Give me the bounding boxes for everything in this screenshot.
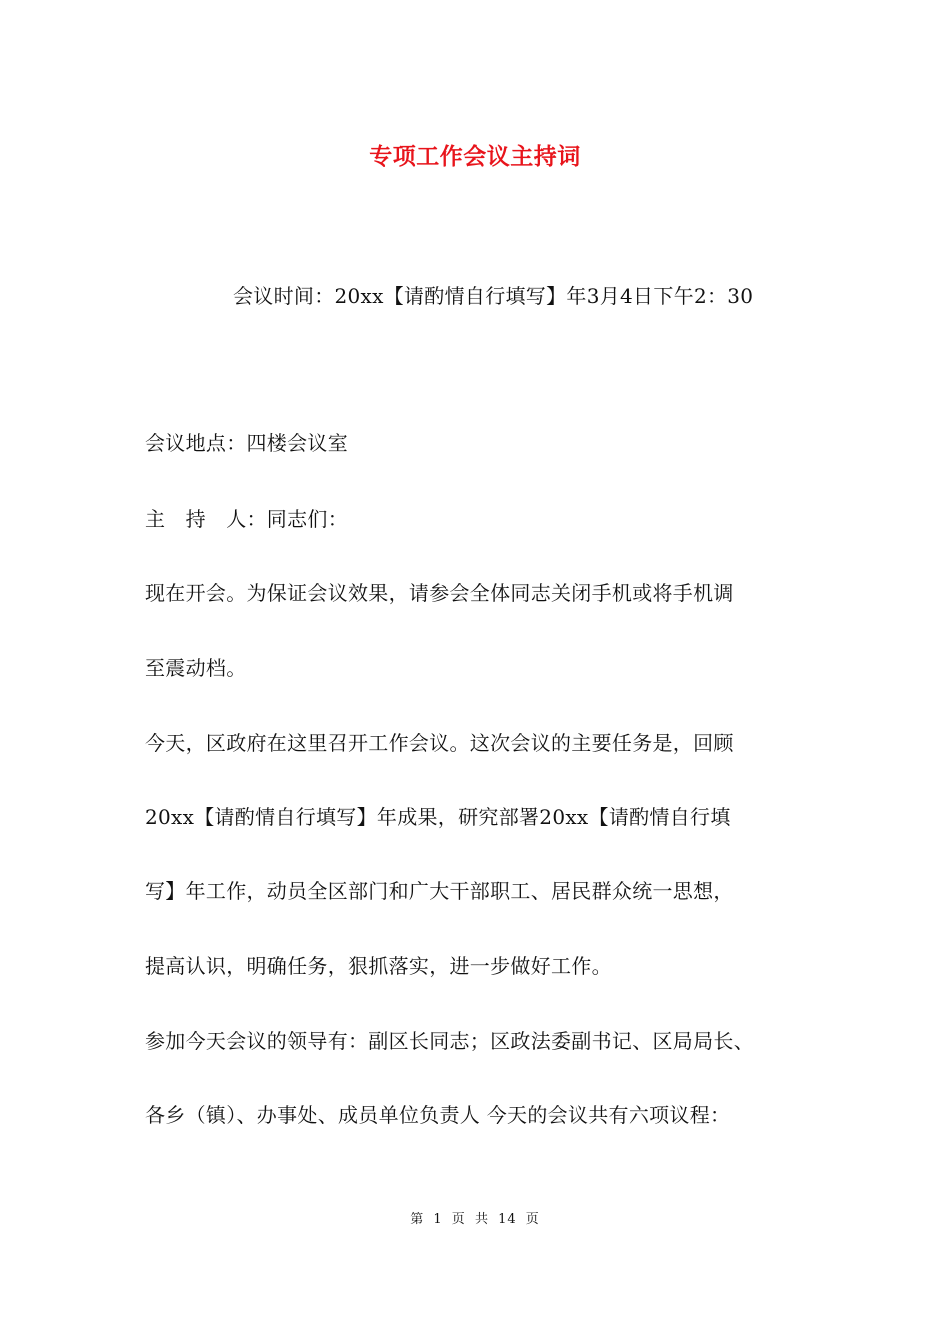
footer-total-pages: 14 — [498, 1212, 517, 1227]
meeting-location-line: 会议地点：四楼会议室 — [145, 431, 348, 455]
host-line: 主 持 人：同志们： — [145, 507, 348, 531]
footer-total-label: 共 — [474, 1212, 489, 1227]
footer-suffix: 页 — [525, 1212, 540, 1227]
body-paragraph-line: 写】年工作，动员全区部门和广大干部职工、居民群众统一思想， — [145, 879, 734, 903]
footer-page-unit: 页 — [451, 1212, 466, 1227]
body-paragraph-line: 现在开会。为保证会议效果，请参会全体同志关闭手机或将手机调 — [145, 581, 734, 605]
footer-current-page: 1 — [433, 1212, 443, 1227]
body-paragraph-line: 各乡（镇）、办事处、成员单位负责人 今天的会议共有六项议程： — [145, 1103, 731, 1127]
footer-prefix: 第 — [410, 1212, 425, 1227]
body-paragraph-line: 今天，区政府在这里召开工作会议。这次会议的主要任务是，回顾 — [145, 731, 734, 755]
body-paragraph-line: 参加今天会议的领导有：副区长同志；区政法委副书记、区局局长、 — [145, 1029, 754, 1053]
document-title: 专项工作会议主持词 — [369, 143, 581, 170]
meeting-time-line: 会议时间：20xx【请酌情自行填写】年3月4日下午2：30 — [233, 284, 754, 308]
body-paragraph-line: 提高认识，明确任务，狠抓落实，进一步做好工作。 — [145, 954, 612, 978]
body-paragraph-line: 20xx【请酌情自行填写】年成果，研究部署20xx【请酌情自行填 — [145, 805, 731, 829]
page-footer — [0, 1208, 950, 1227]
body-paragraph-line: 至震动档。 — [145, 656, 247, 680]
